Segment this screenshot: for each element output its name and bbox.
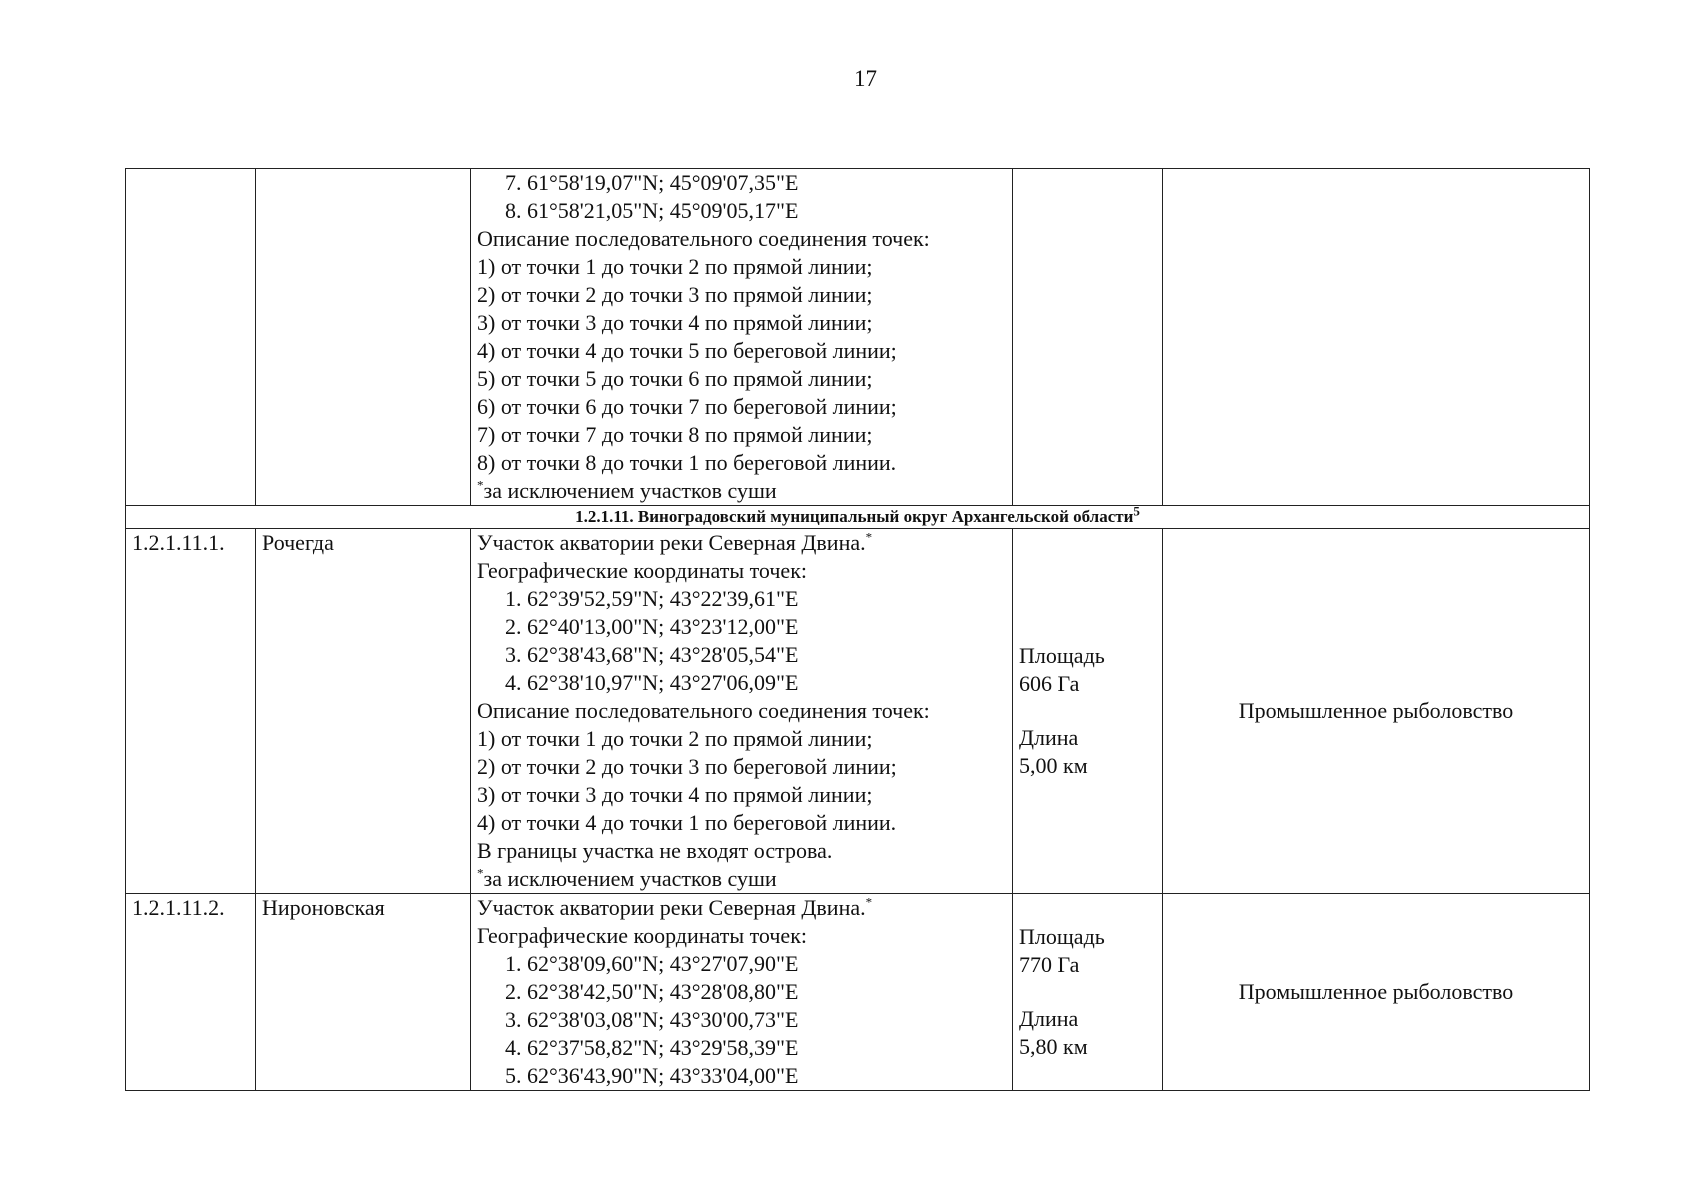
table-row: [126, 894, 1590, 1091]
cell-description: [471, 529, 1013, 894]
connection-step: 3) от точки 3 до точки 4 по прямой линии;: [477, 310, 873, 335]
coordinate-point: 2. 62°38'42,50"N; 43°28'08,80"E: [505, 979, 799, 1004]
connection-step: 2) от точки 2 до точки 3 по прямой линии;: [477, 282, 873, 307]
connection-step: 1) от точки 1 до точки 2 по прямой линии;: [477, 726, 873, 751]
coordinate-point: 5. 62°36'43,90"N; 43°33'04,00"E: [505, 1063, 799, 1088]
fishing-sites-table: [125, 168, 1590, 1091]
footnote-text: за исключением участков суши: [483, 478, 777, 503]
area-label: Площадь: [1019, 924, 1105, 949]
connection-step: 6) от точки 6 до точки 7 по береговой линии;: [477, 394, 897, 419]
cell-size: [1013, 529, 1163, 894]
site-intro: [477, 894, 1006, 922]
coords-title: Географические координаты точек:: [477, 558, 807, 583]
table-row-continuation: [126, 169, 1590, 506]
cell-size: [1013, 169, 1163, 506]
cell-name: [256, 169, 471, 506]
coordinate-point: 3. 62°38'03,08"N; 43°30'00,73"E: [505, 1007, 799, 1032]
coordinate-point: 3. 62°38'43,68"N; 43°28'05,54"E: [505, 642, 799, 667]
area-label: Площадь: [1019, 643, 1105, 668]
site-intro-text: Участок акватории реки Северная Двина.: [477, 895, 866, 920]
cell-name: Нироновская: [256, 894, 471, 1091]
area-value: 770 Га: [1019, 952, 1080, 977]
cell-name: Рочегда: [256, 529, 471, 894]
connection-step: 4) от точки 4 до точки 1 по береговой линии.: [477, 810, 897, 835]
connection-step: 3) от точки 3 до точки 4 по прямой линии;: [477, 782, 873, 807]
coordinate-point: 4. 62°37'58,82"N; 43°29'58,39"E: [505, 1035, 799, 1060]
connection-step: 2) от точки 2 до точки 3 по береговой линии;: [477, 754, 897, 779]
coordinate-point: 4. 62°38'10,97"N; 43°27'06,09"E: [505, 670, 799, 695]
length-value: 5,80 км: [1019, 1034, 1088, 1059]
footnote-mark: *: [477, 865, 484, 881]
site-intro: [477, 529, 1006, 557]
connection-step: 7) от точки 7 до точки 8 по прямой линии;: [477, 422, 873, 447]
cell-use: [1163, 169, 1590, 506]
cell-description: [471, 894, 1013, 1091]
cell-number: [126, 169, 256, 506]
coordinate-point: 2. 62°40'13,00"N; 43°23'12,00"E: [505, 614, 799, 639]
connection-step: 5) от точки 5 до точки 6 по прямой линии;: [477, 366, 873, 391]
footnote-mark: *: [477, 477, 484, 493]
section-title: [126, 503, 1590, 529]
length-label: Длина: [1019, 725, 1079, 750]
footnote-line: [477, 477, 1006, 505]
cell-number: 1.2.1.11.2.: [126, 894, 256, 1091]
cell-use: Промышленное рыболовство: [1163, 894, 1590, 1091]
section-title-text: 1.2.1.11. Виноградовский муниципальный округ Архангельской области: [575, 507, 1134, 526]
section-header-row: [126, 506, 1590, 529]
coordinate-point: 7. 61°58'19,07"N; 45°09'07,35"E: [505, 170, 799, 195]
coordinate-point: 1. 62°38'09,60"N; 43°27'07,90"E: [505, 951, 799, 976]
footnote-line: [477, 865, 1006, 893]
site-note: В границы участка не входят острова.: [477, 838, 833, 863]
cell-description: [471, 169, 1013, 506]
intro-mark: *: [865, 529, 873, 545]
section-footnote: 5: [1133, 503, 1140, 519]
connection-step: 1) от точки 1 до точки 2 по прямой линии;: [477, 254, 873, 279]
site-intro-text: Участок акватории реки Северная Двина.: [477, 530, 866, 555]
cell-size: [1013, 894, 1163, 1091]
connection-step: 4) от точки 4 до точки 5 по береговой линии;: [477, 338, 897, 363]
coordinate-point: 8. 61°58'21,05"N; 45°09'05,17"E: [505, 198, 799, 223]
coords-title: Географические координаты точек:: [477, 923, 807, 948]
intro-mark: *: [865, 894, 873, 910]
page-number: 17: [854, 66, 877, 91]
length-value: 5,00 км: [1019, 753, 1088, 778]
footnote-text: за исключением участков суши: [483, 866, 777, 891]
connection-title: Описание последовательного соединения точек:: [477, 226, 930, 251]
connection-step: 8) от точки 8 до точки 1 по береговой линии.: [477, 450, 897, 475]
cell-number: 1.2.1.11.1.: [126, 529, 256, 894]
cell-use: Промышленное рыболовство: [1163, 529, 1590, 894]
table-row: [126, 529, 1590, 894]
coordinate-point: 1. 62°39'52,59"N; 43°22'39,61"E: [505, 586, 799, 611]
length-label: Длина: [1019, 1006, 1079, 1031]
connection-title: Описание последовательного соединения точек:: [477, 698, 930, 723]
area-value: 606 Га: [1019, 671, 1080, 696]
